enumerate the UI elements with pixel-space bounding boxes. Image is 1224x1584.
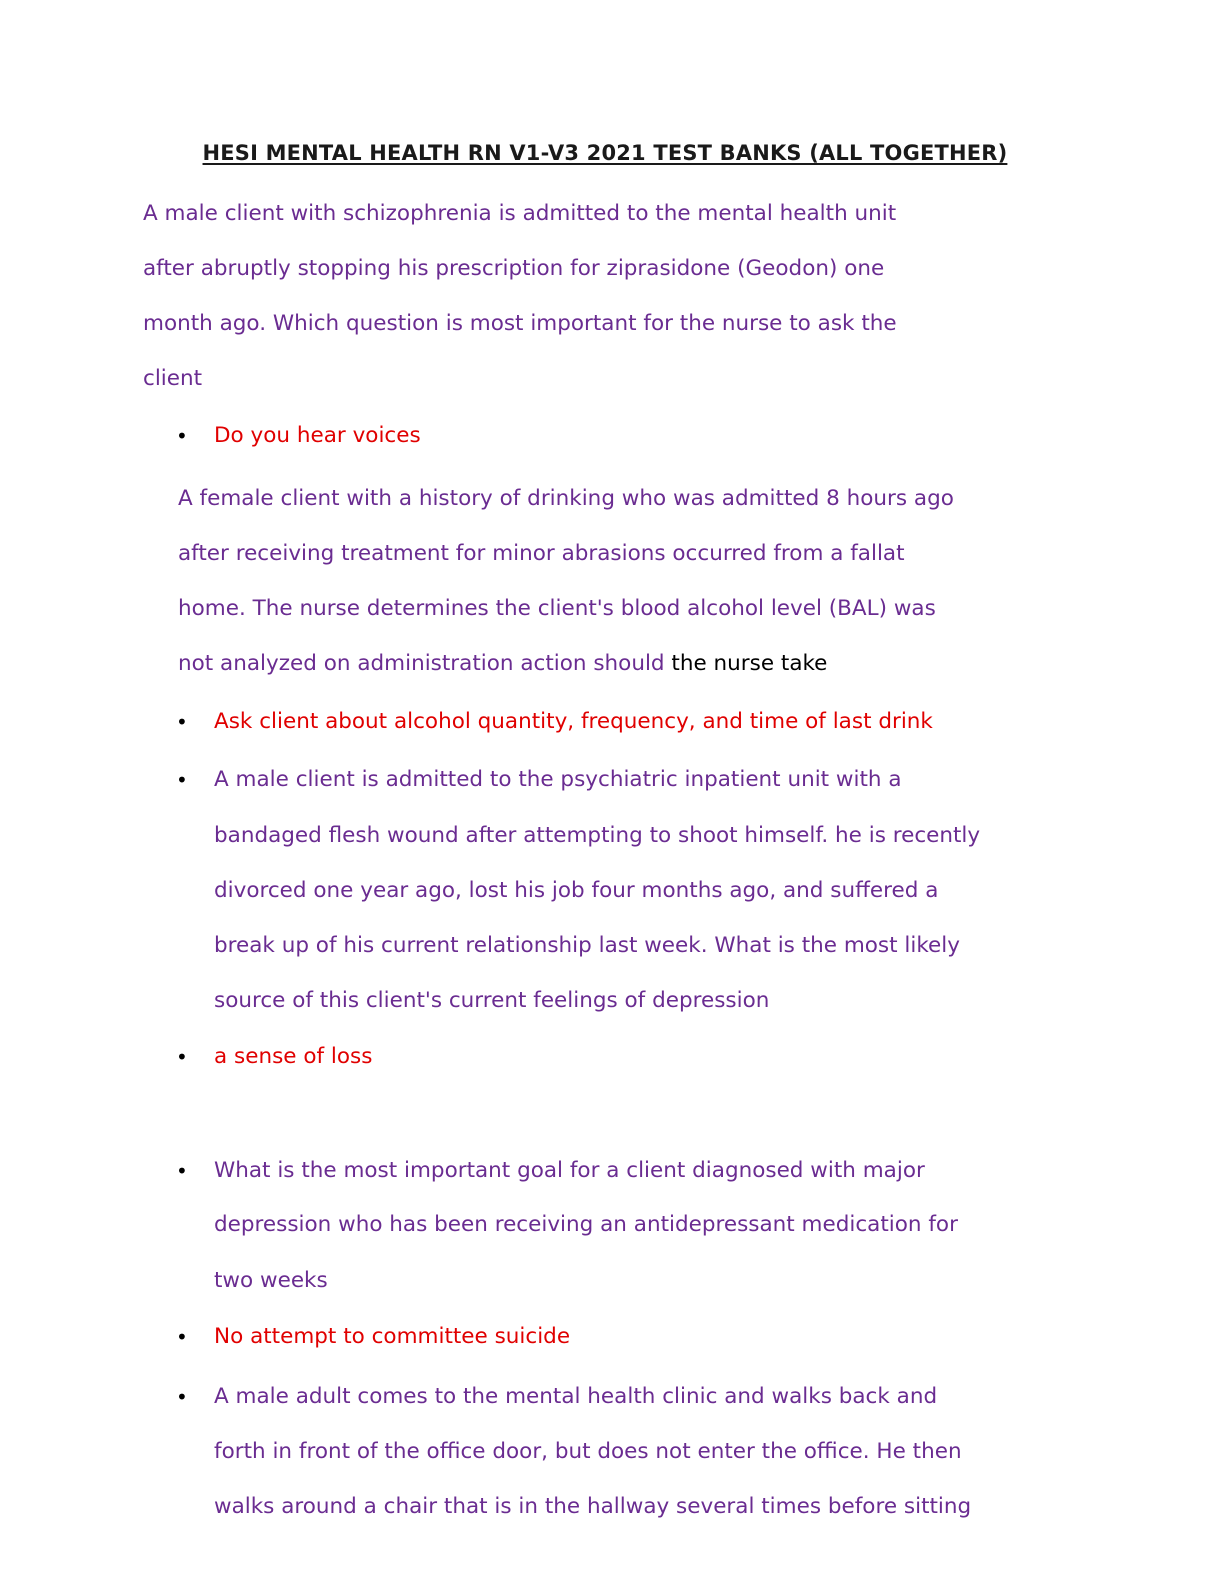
bullet-icon: •: [176, 710, 188, 734]
q4-answer: No attempt to committee suicide: [214, 1324, 571, 1349]
q3-line-3: divorced one year ago, lost his job four months ago, and suffered a: [214, 878, 939, 903]
q5-line-3: walks around a chair that is in the hallway several times before sitting: [214, 1494, 972, 1519]
q3-answer: a sense of loss: [214, 1044, 373, 1069]
document-title: HESI MENTAL HEALTH RN V1-V3 2021 TEST BANKS (ALL TOGETHER): [202, 141, 1008, 165]
q5-line-2: forth in front of the office door, but does not enter the office. He then: [214, 1439, 962, 1464]
q2-line-1: A female client with a history of drinking who was admitted 8 hours ago: [178, 486, 954, 511]
q1-line-4: client: [143, 366, 203, 391]
q2-line-4-part2: the nurse take: [671, 651, 828, 676]
bullet-icon: •: [176, 1045, 188, 1069]
q4-line-2: depression who has been receiving an antidepressant medication for: [214, 1212, 958, 1237]
q1-line-2: after abruptly stopping his prescription for ziprasidone (Geodon) one: [143, 256, 885, 281]
q1-answer: Do you hear voices: [214, 423, 421, 448]
q2-line-4: [178, 649, 827, 679]
bullet-icon: •: [176, 1159, 188, 1183]
bullet-icon: •: [176, 1385, 188, 1409]
bullet-icon: •: [176, 424, 188, 448]
q4-line-3: two weeks: [214, 1268, 328, 1293]
q2-line-4-part1: not analyzed on administration action should: [178, 651, 672, 676]
q3-line-1: A male client is admitted to the psychiatric inpatient unit with a: [214, 767, 902, 792]
q3-line-4: break up of his current relationship last week. What is the most likely: [214, 933, 960, 958]
q2-line-2: after receiving treatment for minor abrasions occurred from a fallat: [178, 541, 905, 566]
q1-line-1: A male client with schizophrenia is admitted to the mental health unit: [143, 201, 897, 226]
q3-line-5: source of this client's current feelings of depression: [214, 988, 770, 1013]
q1-line-3: month ago. Which question is most important for the nurse to ask the: [143, 311, 897, 336]
q4-line-1: What is the most important goal for a client diagnosed with major: [214, 1158, 925, 1183]
bullet-icon: •: [176, 768, 188, 792]
bullet-icon: •: [176, 1325, 188, 1349]
q5-line-1: A male adult comes to the mental health clinic and walks back and: [214, 1384, 938, 1409]
q3-line-2: bandaged flesh wound after attempting to shoot himself. he is recently: [214, 823, 981, 848]
q2-line-3: home. The nurse determines the client's blood alcohol level (BAL) was: [178, 596, 936, 621]
q2-answer: Ask client about alcohol quantity, frequency, and time of last drink: [214, 709, 933, 734]
